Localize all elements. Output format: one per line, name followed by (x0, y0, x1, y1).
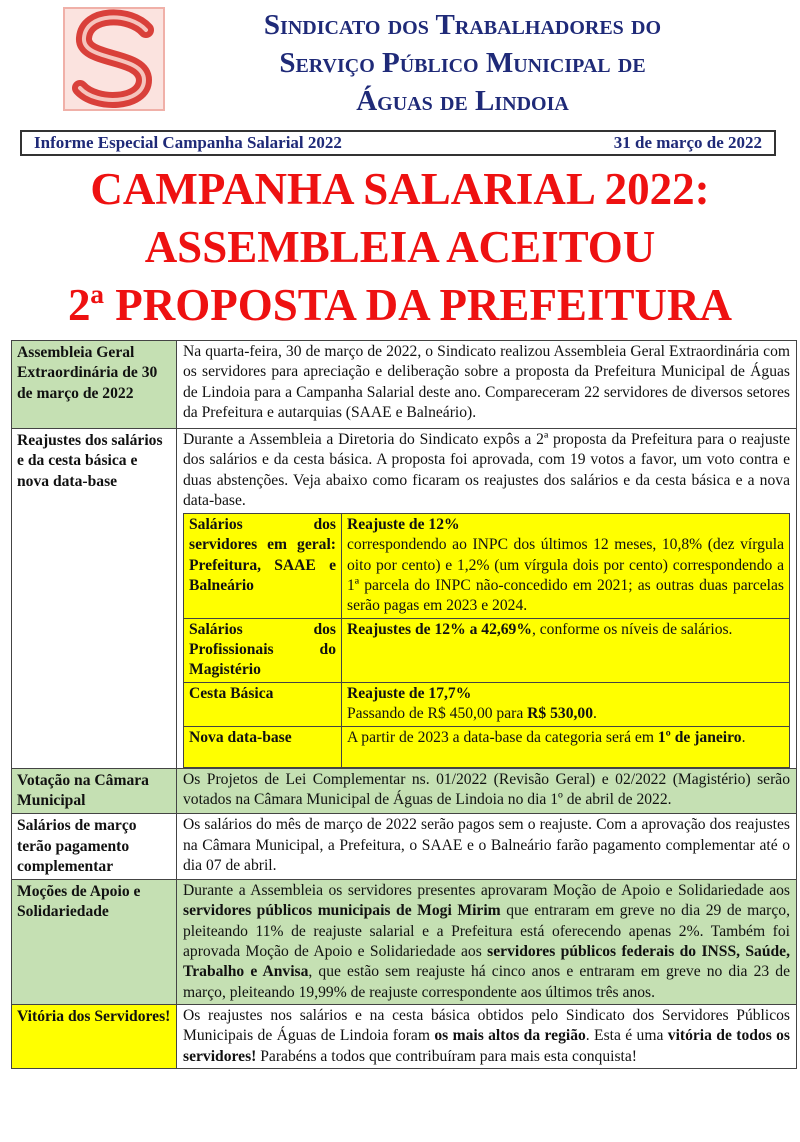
subrow-label: Salários dos servidores em geral: Prefeitura, SAAE e Balneário (184, 514, 342, 618)
subrow-label: Salários dos Profissionais do Magistério (184, 618, 342, 682)
row-text: Na quarta-feira, 30 de março de 2022, o Sindicato realizou Assembleia Geral Extraordinária com os servidores para apreciação e deliberação sobre a proposta da Prefeitura Municipal de Águas de Lindoia para a Campanha Salarial deste ano. Compareceram 22 servidores de diversos setores da Prefeitura e autarquias (SAAE e Balneário). (177, 341, 797, 429)
mocoes-bold-1: servidores públicos municipais de Mogi Mirim (183, 902, 501, 920)
subrow-value: 1º de janeiro (657, 728, 742, 746)
row-label: Assembleia Geral Extraordinária de 30 de março de 2022 (12, 341, 177, 429)
union-title-line-1: Sindicato dos Trabalhadores do (263, 9, 662, 41)
union-title-line-3: Águas de Lindoia (356, 85, 569, 117)
mocoes-text-3: , que estão sem reajuste há cinco anos e entraram em greve no dia 23 de março, pleiteando 19,99% de reajuste correspondente aos últimos três anos. (183, 963, 790, 1001)
subrow-detail: A partir de 2023 a data-base da categoria será em (347, 728, 658, 746)
union-logo-icon (60, 4, 168, 114)
row-vitoria (12, 1004, 797, 1068)
row-label: Votação na Câmara Municipal (12, 768, 177, 814)
subrow-label: Nova data-base (184, 726, 342, 767)
headline (0, 160, 800, 334)
union-title-line-2: Serviço Público Municipal de (279, 47, 646, 79)
mocoes-text-2: que entraram em greve no dia 29 de março, pleiteando 11% de reajuste salarial e a Prefeitura está oferecendo apenas 2%. Também foi aprovada Moção de Apoio e Solidariedade aos (183, 902, 790, 961)
headline-line-3: 2ª PROPOSTA DA PREFEITURA (68, 280, 732, 330)
row-mocoes (12, 880, 797, 1005)
union-title (190, 6, 735, 120)
row-label: Salários de março terão pagamento complementar (12, 814, 177, 880)
subrow-title: Reajuste de 17,7% (347, 684, 472, 702)
subrow-end: . (741, 728, 746, 746)
mocoes-text-1: Durante a Assembleia os servidores presentes aprovaram Moção de Apoio e Solidariedade aos (183, 882, 790, 900)
bulletin-date: 31 de março de 2022 (613, 133, 762, 152)
subrow-text (342, 618, 790, 682)
vitoria-text-3: Parabéns a todos que contribuíram para mais esta conquista! (256, 1047, 637, 1065)
subrow-title: Reajustes de 12% a 42,69% (347, 620, 532, 638)
row-label: Reajustes dos salários e da cesta básica e nova data-base (12, 429, 177, 769)
row-text (177, 1004, 797, 1068)
content-table (11, 340, 797, 1069)
row-votacao (12, 768, 797, 814)
subrow-text (342, 726, 790, 767)
reajustes-subtable (183, 513, 790, 767)
row-text (177, 880, 797, 1005)
row-assembleia (12, 341, 797, 429)
subrow-salarios-geral (184, 514, 790, 618)
vitoria-bold-2: vitória de todos os servidores! (183, 1027, 791, 1065)
vitoria-text-2: . Esta é uma (585, 1027, 668, 1045)
mocoes-bold-2: servidores públicos federais do INSS, Saúde, Trabalho e Anvisa (183, 943, 790, 981)
headline-line-1: CAMPANHA SALARIAL 2022: (90, 164, 710, 214)
subrow-detail: , conforme os níveis de salários. (531, 620, 733, 638)
vitoria-text-1: Os reajustes nos salários e na cesta básica obtidos pelo Sindicato dos Servidores Públicos Municipais de Águas de Lindoia foram (183, 1006, 790, 1045)
subrow-end: . (593, 704, 597, 722)
info-bar (20, 130, 776, 156)
bulletin-name: Informe Especial Campanha Salarial 2022 (34, 133, 342, 152)
subrow-text (342, 514, 790, 618)
subrow-detail: correspondendo ao INPC dos últimos 12 meses, 10,8% (dez vírgula oito por cento) e 1,2% (um vírgula dois por cento) correspondendo a 1ª parcela do INPC não-concedido em 2021; as outras duas parcelas serão pagas em 2023 e 2024. (347, 536, 784, 615)
row-text: Os Projetos de Lei Complementar ns. 01/2022 (Revisão Geral) e 02/2022 (Magistério) serão votados na Câmara Municipal de Águas de Lindoia no dia 1º de abril de 2022. (177, 768, 797, 814)
vitoria-bold-1: os mais altos da região (434, 1027, 586, 1045)
subrow-magisterio (184, 618, 790, 682)
row-text: Os salários do mês de março de 2022 serão pagos sem o reajuste. Com a aprovação dos reajustes na Câmara Municipal, a Prefeitura, o SAAE e o Balneário farão pagamento complementar até o dia 07 de abril. (177, 814, 797, 880)
row-label: Moções de Apoio e Solidariedade (12, 880, 177, 1005)
row-reajustes (12, 429, 797, 769)
subrow-data-base (184, 726, 790, 767)
row-salarios-marco (12, 814, 797, 880)
row-label: Vitória dos Servidores! (12, 1004, 177, 1068)
subrow-label: Cesta Básica (184, 682, 342, 726)
row-text: Durante a Assembleia a Diretoria do Sindicato expôs a 2ª proposta da Prefeitura para o reajuste dos salários e da cesta básica. A proposta foi aprovada, com 19 votos a favor, um voto contra e duas abstenções. Veja abaixo como ficaram os reajustes dos salários e da cesta básica e a nova data-base. (183, 431, 790, 509)
subrow-value: R$ 530,00 (527, 704, 594, 722)
subrow-text (342, 682, 790, 726)
headline-line-2: ASSEMBLEIA ACEITOU (144, 222, 656, 272)
subrow-cesta-basica (184, 682, 790, 726)
header (0, 0, 800, 122)
row-content (177, 429, 797, 769)
subrow-title: Reajuste de 12% (347, 516, 460, 534)
subrow-detail: Passando de R$ 450,00 para (347, 704, 528, 722)
